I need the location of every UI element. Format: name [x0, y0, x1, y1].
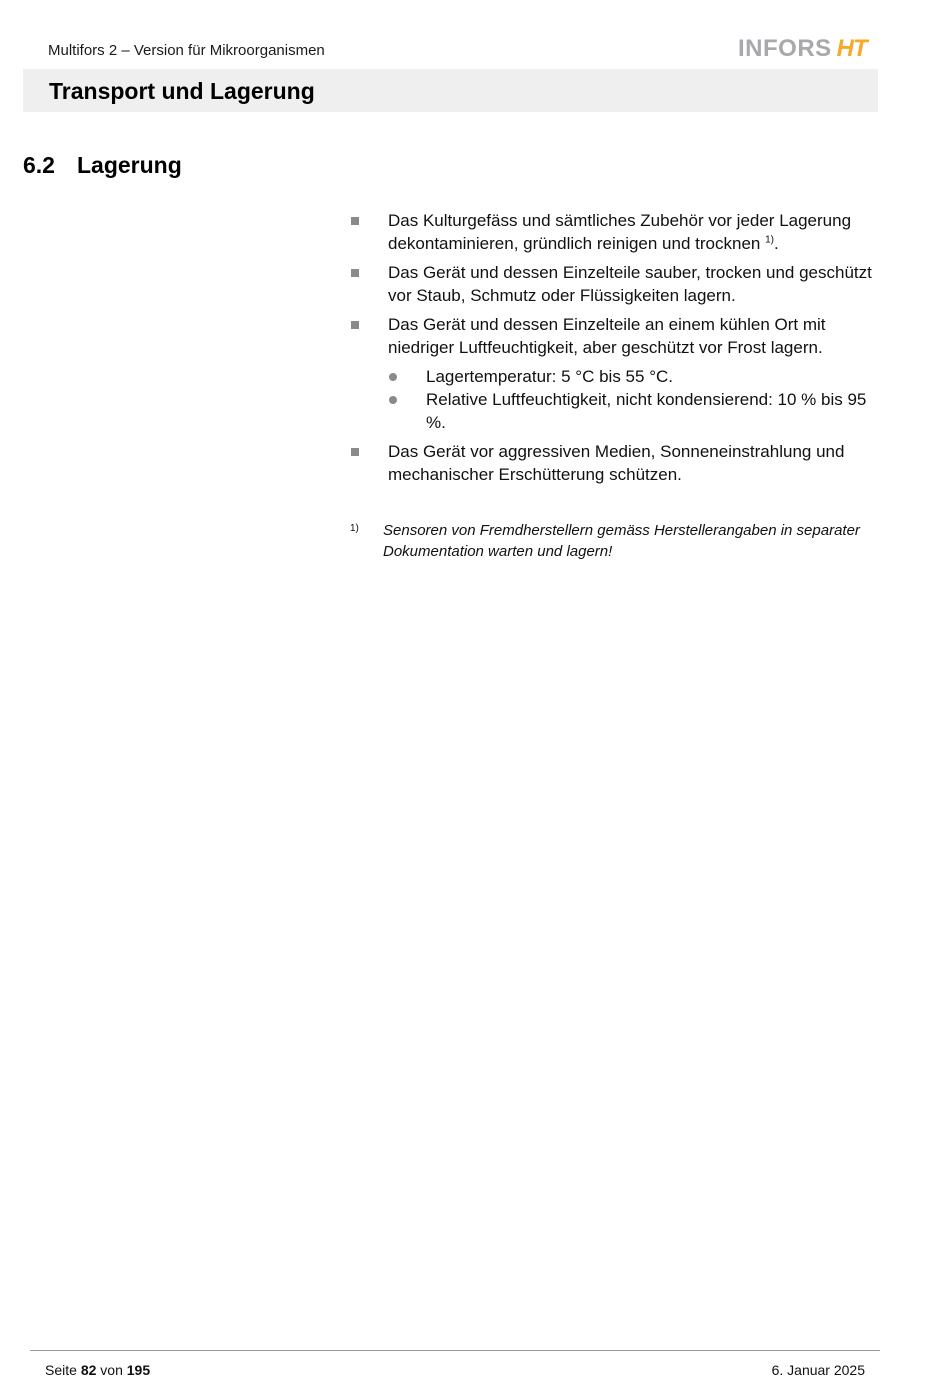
section-title: Lagerung: [77, 152, 182, 178]
document-date: 6. Januar 2025: [771, 1362, 865, 1378]
page-total: 195: [126, 1362, 151, 1378]
list-item-text: Das Gerät und dessen Einzelteile an einem kühlen Ort mit niedriger Luftfeuchtigkeit, aber geschützt vor Frost lagern.: [388, 315, 826, 357]
sub-list: [388, 365, 880, 434]
footer-divider: [30, 1350, 880, 1351]
infors-ht-logo: [738, 34, 878, 64]
logo-brand-suffix: HT: [836, 35, 867, 62]
sub-list-item-text: Lagertemperatur: 5 °C bis 55 °C.: [426, 367, 673, 386]
list-item-trailing: .: [774, 234, 779, 253]
square-bullet-icon: [351, 269, 359, 277]
chapter-title-band: [23, 69, 878, 112]
round-bullet-icon: [389, 373, 397, 381]
list-item-text: Das Kulturgefäss und sämtliches Zubehör vor jeder Lagerung dekontaminieren, gründlich reinigen und trocknen: [388, 211, 852, 253]
page-indicator: [45, 1362, 150, 1378]
page-number: 82: [80, 1362, 97, 1378]
list-item-text: Das Gerät und dessen Einzelteile sauber, trocken und geschützt vor Staub, Schmutz oder Flüssigkeiten lagern.: [388, 263, 872, 305]
footnote-mark: 1): [350, 523, 359, 534]
round-bullet-icon: [389, 396, 397, 404]
list-item: [350, 440, 880, 486]
sub-list-item-text: Relative Luftfeuchtigkeit, nicht kondensierend: 10 % bis 95 %.: [426, 390, 867, 432]
footnote-text: Sensoren von Fremdherstellern gemäss Herstellerangaben in separater Dokumentation warten und lagern!: [383, 522, 860, 560]
logo-brand-text: INFORS: [738, 35, 832, 62]
square-bullet-icon: [351, 321, 359, 329]
section-number: 6.2: [23, 152, 55, 178]
sub-list-item: [388, 365, 880, 388]
list-item-text: Das Gerät vor aggressiven Medien, Sonneneinstrahlung und mechanischer Erschütterung schützen.: [388, 442, 845, 484]
square-bullet-icon: [351, 448, 359, 456]
chapter-title: Transport und Lagerung: [49, 78, 315, 104]
list-item: [350, 313, 880, 434]
list-item: [350, 209, 880, 255]
sub-list-item: [388, 388, 880, 434]
page-separator: von: [100, 1362, 123, 1378]
page-prefix: Seite: [45, 1362, 77, 1378]
instruction-list: [350, 209, 880, 486]
footnote-ref: 1): [765, 234, 774, 246]
section-heading: [23, 152, 182, 179]
list-item: [350, 261, 880, 307]
footnote: [350, 520, 880, 562]
square-bullet-icon: [351, 217, 359, 225]
storage-instructions: [350, 209, 880, 492]
document-subtitle: Multifors 2 – Version für Mikroorganismen: [48, 42, 325, 59]
